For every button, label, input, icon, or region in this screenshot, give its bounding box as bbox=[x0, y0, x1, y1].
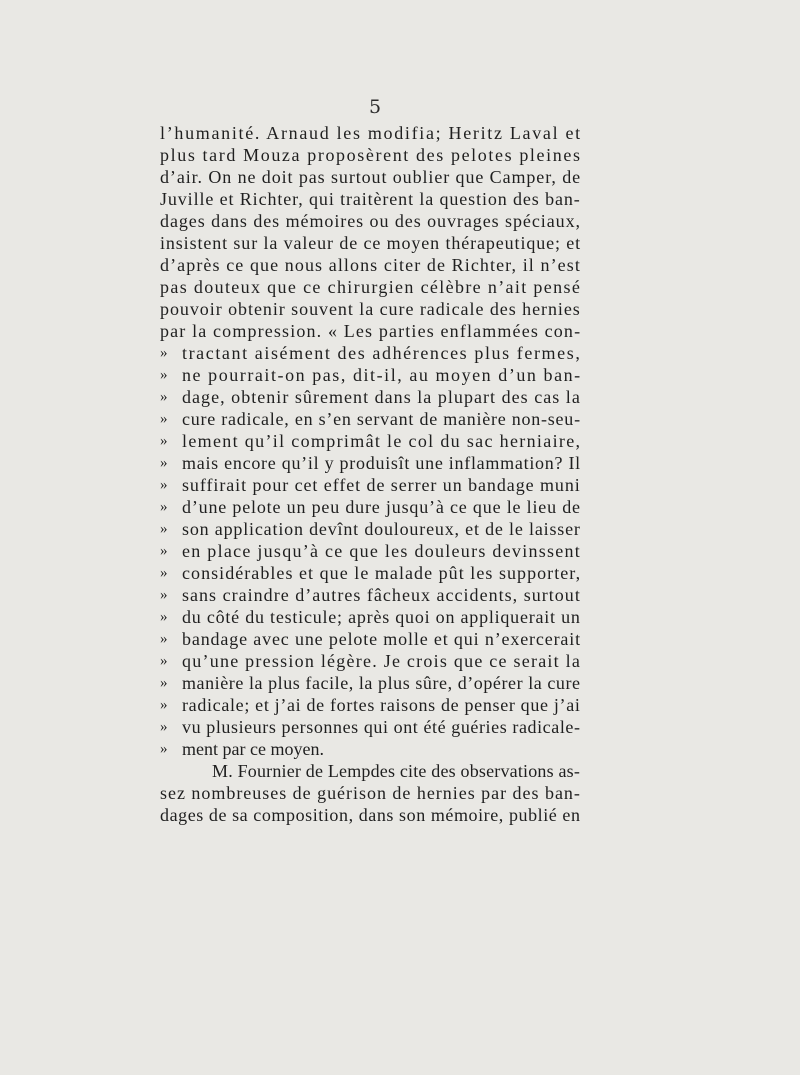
text-line bbox=[160, 672, 580, 694]
line-text: Juville et Richter, qui traitèrent la question des ban- bbox=[160, 189, 581, 209]
line-text: considérables et que le malade pût les supporter, bbox=[182, 563, 582, 583]
line-text: ne pourrait-on pas, dit-il, au moyen d’un ban- bbox=[182, 365, 582, 385]
quote-mark: » bbox=[160, 455, 168, 471]
line-text: d’une pelote un peu dure jusqu’à ce que le lieu de bbox=[182, 497, 581, 517]
text-line bbox=[160, 562, 580, 584]
line-text: suffirait pour cet effet de serrer un bandage muni bbox=[182, 475, 581, 495]
text-line bbox=[160, 122, 580, 144]
quote-mark: » bbox=[160, 565, 168, 581]
quote-mark: » bbox=[160, 653, 168, 669]
text-line bbox=[160, 254, 580, 276]
text-line bbox=[160, 628, 580, 650]
text-line bbox=[160, 298, 580, 320]
line-text: mais encore qu’il y produisît une inflammation? Il bbox=[182, 453, 581, 473]
text-line bbox=[160, 408, 580, 430]
quote-mark: » bbox=[160, 345, 168, 361]
text-line bbox=[160, 276, 580, 298]
line-text: d’air. On ne doit pas surtout oublier que Camper, de bbox=[160, 167, 582, 187]
line-text: son application devînt douloureux, et de le laisser bbox=[182, 519, 581, 539]
text-line bbox=[160, 386, 580, 408]
text-line bbox=[160, 210, 580, 232]
line-text: dages dans des mémoires ou des ouvrages spéciaux, bbox=[160, 211, 581, 231]
quote-mark: » bbox=[160, 543, 168, 559]
line-text: d’après ce que nous allons citer de Richter, il n’est bbox=[160, 255, 581, 275]
text-line bbox=[160, 518, 580, 540]
line-text: ment par ce moyen. bbox=[182, 739, 324, 759]
text-line bbox=[160, 474, 580, 496]
text-line bbox=[160, 738, 580, 760]
line-text: M. Fournier de Lempdes cite des observations as- bbox=[212, 761, 581, 781]
line-text: sez nombreuses de guérison de hernies par des ban- bbox=[160, 783, 581, 803]
line-text: plus tard Mouza proposèrent des pelotes pleines bbox=[160, 145, 582, 165]
text-line bbox=[160, 584, 580, 606]
line-text: dages de sa composition, dans son mémoire, publié en bbox=[160, 805, 581, 825]
line-text: lement qu’il comprimât le col du sac herniaire, bbox=[182, 431, 582, 451]
line-text: par la compression. « Les parties enflammées con- bbox=[160, 321, 582, 341]
line-text: tractant aisément des adhérences plus fermes, bbox=[182, 343, 582, 363]
text-line bbox=[160, 606, 580, 628]
quote-mark: » bbox=[160, 411, 168, 427]
text-line bbox=[160, 144, 580, 166]
quote-mark: » bbox=[160, 675, 168, 691]
text-line bbox=[160, 496, 580, 518]
quote-mark: » bbox=[160, 499, 168, 515]
line-text: insistent sur la valeur de ce moyen thérapeutique; et bbox=[160, 233, 582, 253]
quote-mark: » bbox=[160, 719, 168, 735]
quote-mark: » bbox=[160, 477, 168, 493]
line-text: sans craindre d’autres fâcheux accidents, surtout bbox=[182, 585, 581, 605]
text-line bbox=[160, 540, 580, 562]
quote-mark: » bbox=[160, 741, 168, 757]
text-line bbox=[160, 320, 580, 342]
text-line bbox=[160, 760, 580, 782]
line-text: dage, obtenir sûrement dans la plupart des cas la bbox=[182, 387, 581, 407]
text-line bbox=[160, 430, 580, 452]
quote-mark: » bbox=[160, 367, 168, 383]
quote-mark: » bbox=[160, 697, 168, 713]
line-text: en place jusqu’à ce que les douleurs devinssent bbox=[182, 541, 582, 561]
text-line bbox=[160, 232, 580, 254]
line-text: bandage avec une pelote molle et qui n’exercerait bbox=[182, 629, 581, 649]
quote-mark: » bbox=[160, 631, 168, 647]
line-text: cure radicale, en s’en servant de manière non-seu- bbox=[182, 409, 581, 429]
text-line bbox=[160, 188, 580, 210]
text-line bbox=[160, 342, 580, 364]
quote-mark: » bbox=[160, 609, 168, 625]
line-text: manière la plus facile, la plus sûre, d’opérer la cure bbox=[182, 673, 581, 693]
line-text: du côté du testicule; après quoi on appliquerait un bbox=[182, 607, 581, 627]
line-text: l’humanité. Arnaud les modifia; Heritz Laval et bbox=[160, 123, 582, 143]
page-number: 5 bbox=[368, 96, 382, 118]
line-text: qu’une pression légère. Je crois que ce serait la bbox=[182, 651, 582, 671]
quote-mark: » bbox=[160, 389, 168, 405]
text-line bbox=[160, 650, 580, 672]
line-text: pouvoir obtenir souvent la cure radicale des hernies bbox=[160, 299, 581, 319]
text-line bbox=[160, 782, 580, 804]
text-line bbox=[160, 452, 580, 474]
text-line bbox=[160, 804, 580, 826]
text-line bbox=[160, 166, 580, 188]
quote-mark: » bbox=[160, 521, 168, 537]
line-text: pas douteux que ce chirurgien célèbre n’ait pensé bbox=[160, 277, 582, 297]
line-text: vu plusieurs personnes qui ont été guéries radicale- bbox=[182, 717, 581, 737]
quote-mark: » bbox=[160, 587, 168, 603]
body-text bbox=[160, 122, 580, 826]
text-line bbox=[160, 716, 580, 738]
text-line bbox=[160, 364, 580, 386]
quote-mark: » bbox=[160, 433, 168, 449]
text-line bbox=[160, 694, 580, 716]
line-text: radicale; et j’ai de fortes raisons de penser que j’ai bbox=[182, 695, 581, 715]
